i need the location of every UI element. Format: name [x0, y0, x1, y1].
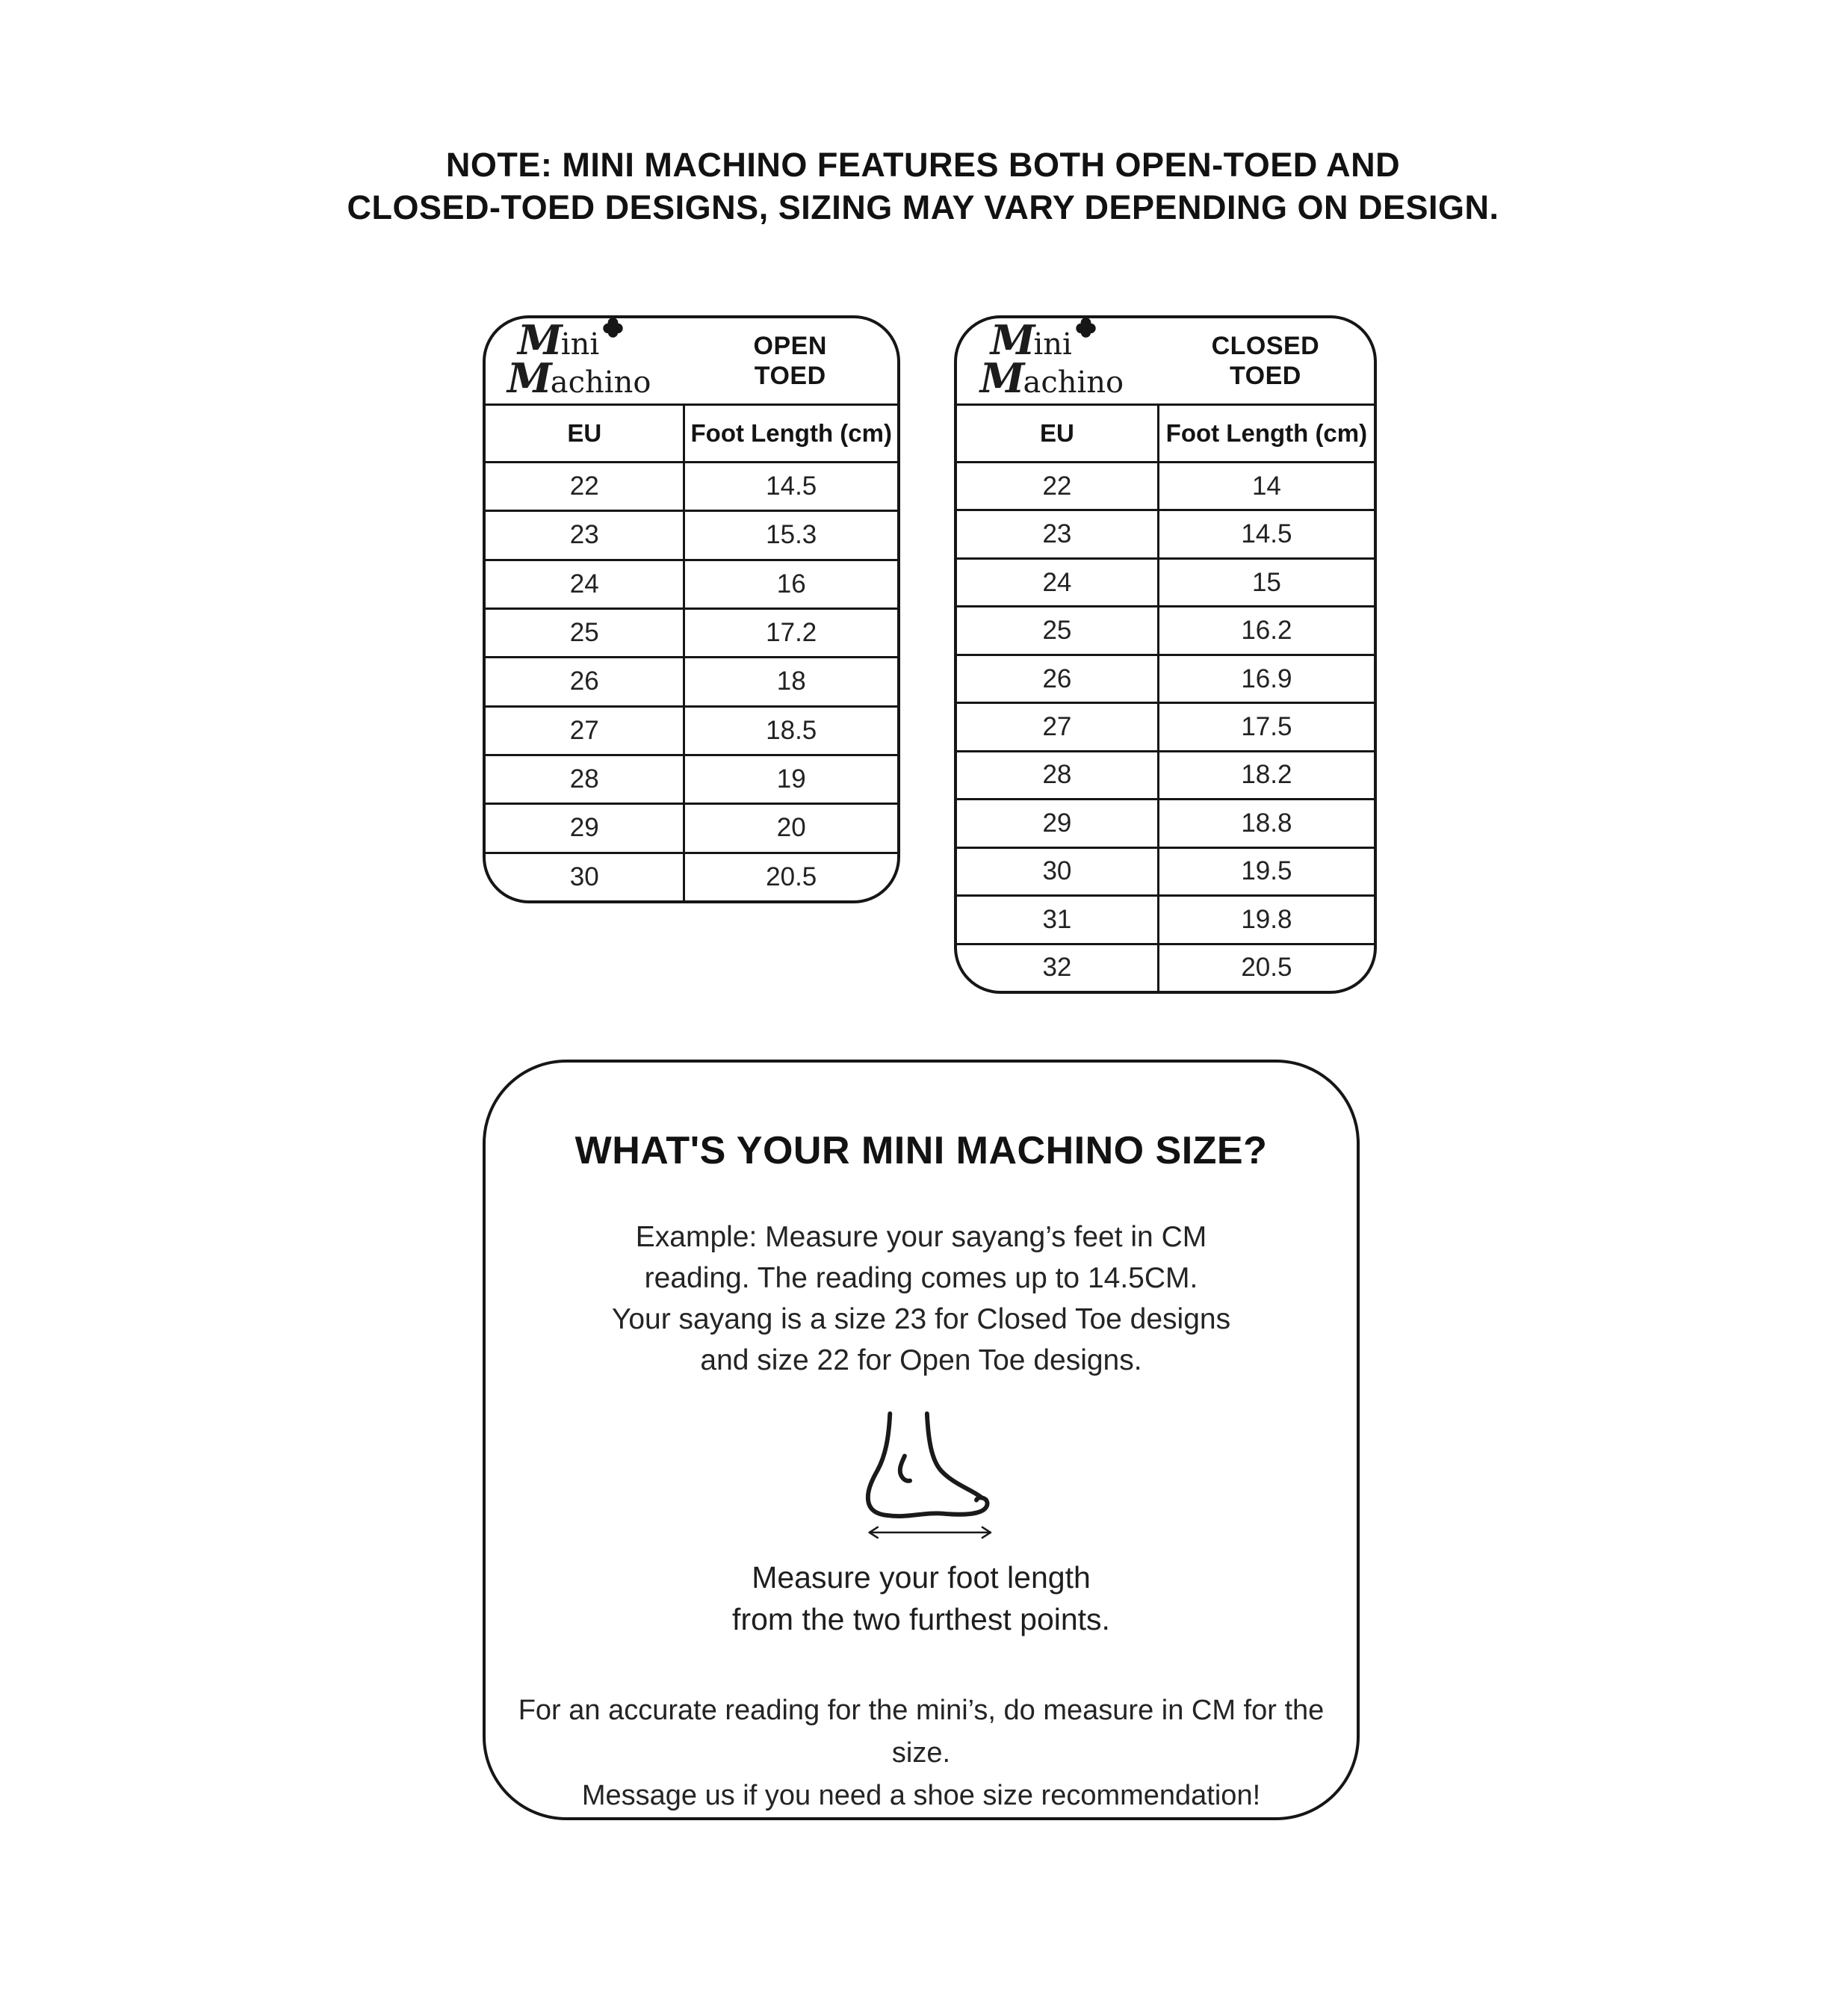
note-line-2: CLOSED-TOED DESIGNS, SIZING MAY VARY DEPENDING ON DESIGN. — [347, 188, 1499, 226]
brand-logo — [957, 318, 1157, 404]
size-guide-footer — [486, 1689, 1357, 1817]
column-header-row — [957, 403, 1374, 461]
variant-label-open-toed: OPEN TOED — [753, 332, 827, 390]
eu-size: 25 — [569, 618, 599, 648]
foot-length: 18.5 — [683, 708, 897, 754]
table-row — [486, 607, 897, 656]
foot-measure-diagram — [809, 1408, 1033, 1546]
eu-size: 24 — [569, 569, 599, 599]
eu-size: 32 — [1042, 953, 1072, 983]
foot-length: 15.3 — [683, 512, 897, 558]
measure-arrow-icon — [870, 1527, 991, 1538]
foot-length: 19.8 — [1157, 897, 1374, 942]
table-row — [957, 894, 1374, 942]
table-row — [486, 656, 897, 705]
flower-icon — [603, 318, 623, 338]
column-header-eu: EU — [1039, 419, 1074, 447]
eu-size: 29 — [569, 813, 599, 843]
brand-word-machino: Machino — [979, 354, 1124, 402]
foot-length: 14 — [1157, 463, 1374, 509]
table-logo-row — [486, 318, 897, 403]
eu-size: 22 — [569, 471, 599, 501]
table-row — [486, 461, 897, 510]
foot-length: 14.5 — [1157, 511, 1374, 557]
table-row — [486, 852, 897, 900]
example-line-3: Your sayang is a size 23 for Closed Toe designs — [611, 1303, 1231, 1335]
table-row — [486, 754, 897, 803]
brand-word-mini: Mini — [991, 318, 1124, 366]
table-row — [957, 654, 1374, 702]
table-row — [957, 461, 1374, 509]
footer-line-2: Message us if you need a shoe size recommendation! — [581, 1780, 1261, 1811]
foot-length: 18.2 — [1157, 752, 1374, 798]
eu-size: 24 — [1042, 567, 1072, 597]
table-row — [957, 847, 1374, 894]
caption-line-2: from the two furthest points. — [732, 1602, 1110, 1636]
size-guide-title: WHAT'S YOUR MINI MACHINO SIZE? — [574, 1129, 1268, 1172]
footer-line-1: For an accurate reading for the mini’s, do measure in CM for the size. — [518, 1695, 1325, 1769]
foot-length: 18.8 — [1157, 800, 1374, 846]
size-guide-example — [612, 1216, 1230, 1381]
eu-size: 27 — [1042, 711, 1072, 741]
column-header-foot-length: Foot Length (cm) — [1157, 406, 1374, 461]
table-row — [486, 803, 897, 851]
foot-length: 17.5 — [1157, 704, 1374, 749]
foot-length: 19 — [683, 756, 897, 803]
eu-size: 30 — [1042, 856, 1072, 886]
eu-size: 26 — [1042, 664, 1072, 693]
flower-icon — [1076, 318, 1096, 338]
eu-size: 28 — [569, 764, 599, 794]
table-row — [957, 509, 1374, 557]
table-row — [957, 702, 1374, 749]
table-row — [957, 798, 1374, 846]
example-line-4: and size 22 for Open Toe designs. — [700, 1344, 1142, 1376]
foot-length: 16.2 — [1157, 607, 1374, 653]
eu-size: 28 — [1042, 760, 1072, 790]
foot-length: 18 — [683, 658, 897, 705]
table-logo-row — [957, 318, 1374, 403]
foot-length: 20.5 — [1157, 945, 1374, 991]
example-line-1: Example: Measure your sayang’s feet in CM — [635, 1221, 1207, 1253]
eu-size: 30 — [569, 862, 599, 891]
note-heading — [0, 143, 1846, 229]
eu-size: 27 — [569, 715, 599, 745]
table-row — [957, 557, 1374, 605]
foot-length: 20 — [683, 805, 897, 851]
table-row — [486, 705, 897, 754]
eu-size: 25 — [1042, 616, 1072, 646]
eu-size: 23 — [1042, 519, 1072, 549]
foot-length: 14.5 — [683, 463, 897, 510]
table-row — [957, 943, 1374, 991]
eu-size: 26 — [569, 667, 599, 696]
foot-length: 16.9 — [1157, 656, 1374, 702]
closed-toed-size-table — [954, 315, 1377, 994]
foot-length: 17.2 — [683, 610, 897, 656]
brand-logo — [486, 318, 683, 404]
foot-length: 19.5 — [1157, 849, 1374, 894]
eu-size: 29 — [1042, 808, 1072, 838]
foot-length: 16 — [683, 561, 897, 607]
foot-length: 15 — [1157, 560, 1374, 605]
eu-size: 23 — [569, 520, 599, 550]
eu-size: 22 — [1042, 471, 1072, 501]
foot-side-outline-icon — [868, 1414, 988, 1516]
table-row — [486, 559, 897, 607]
eu-size: 31 — [1042, 904, 1072, 934]
column-header-foot-length: Foot Length (cm) — [683, 406, 897, 461]
column-header-eu: EU — [567, 419, 602, 447]
column-header-row — [486, 403, 897, 461]
table-row — [957, 605, 1374, 653]
size-guide-box — [483, 1060, 1360, 1820]
table-row — [486, 510, 897, 558]
brand-word-machino: Machino — [507, 354, 651, 402]
measure-caption — [732, 1556, 1110, 1640]
brand-word-mini: Mini — [518, 318, 651, 366]
example-line-2: reading. The reading comes up to 14.5CM. — [644, 1262, 1198, 1294]
caption-line-1: Measure your foot length — [752, 1560, 1091, 1595]
variant-label-closed-toed: CLOSED TOED — [1211, 332, 1320, 390]
foot-length: 20.5 — [683, 854, 897, 900]
table-row — [957, 750, 1374, 798]
note-line-1: NOTE: MINI MACHINO FEATURES BOTH OPEN-TOED AND — [445, 146, 1401, 184]
open-toed-size-table — [483, 315, 900, 903]
